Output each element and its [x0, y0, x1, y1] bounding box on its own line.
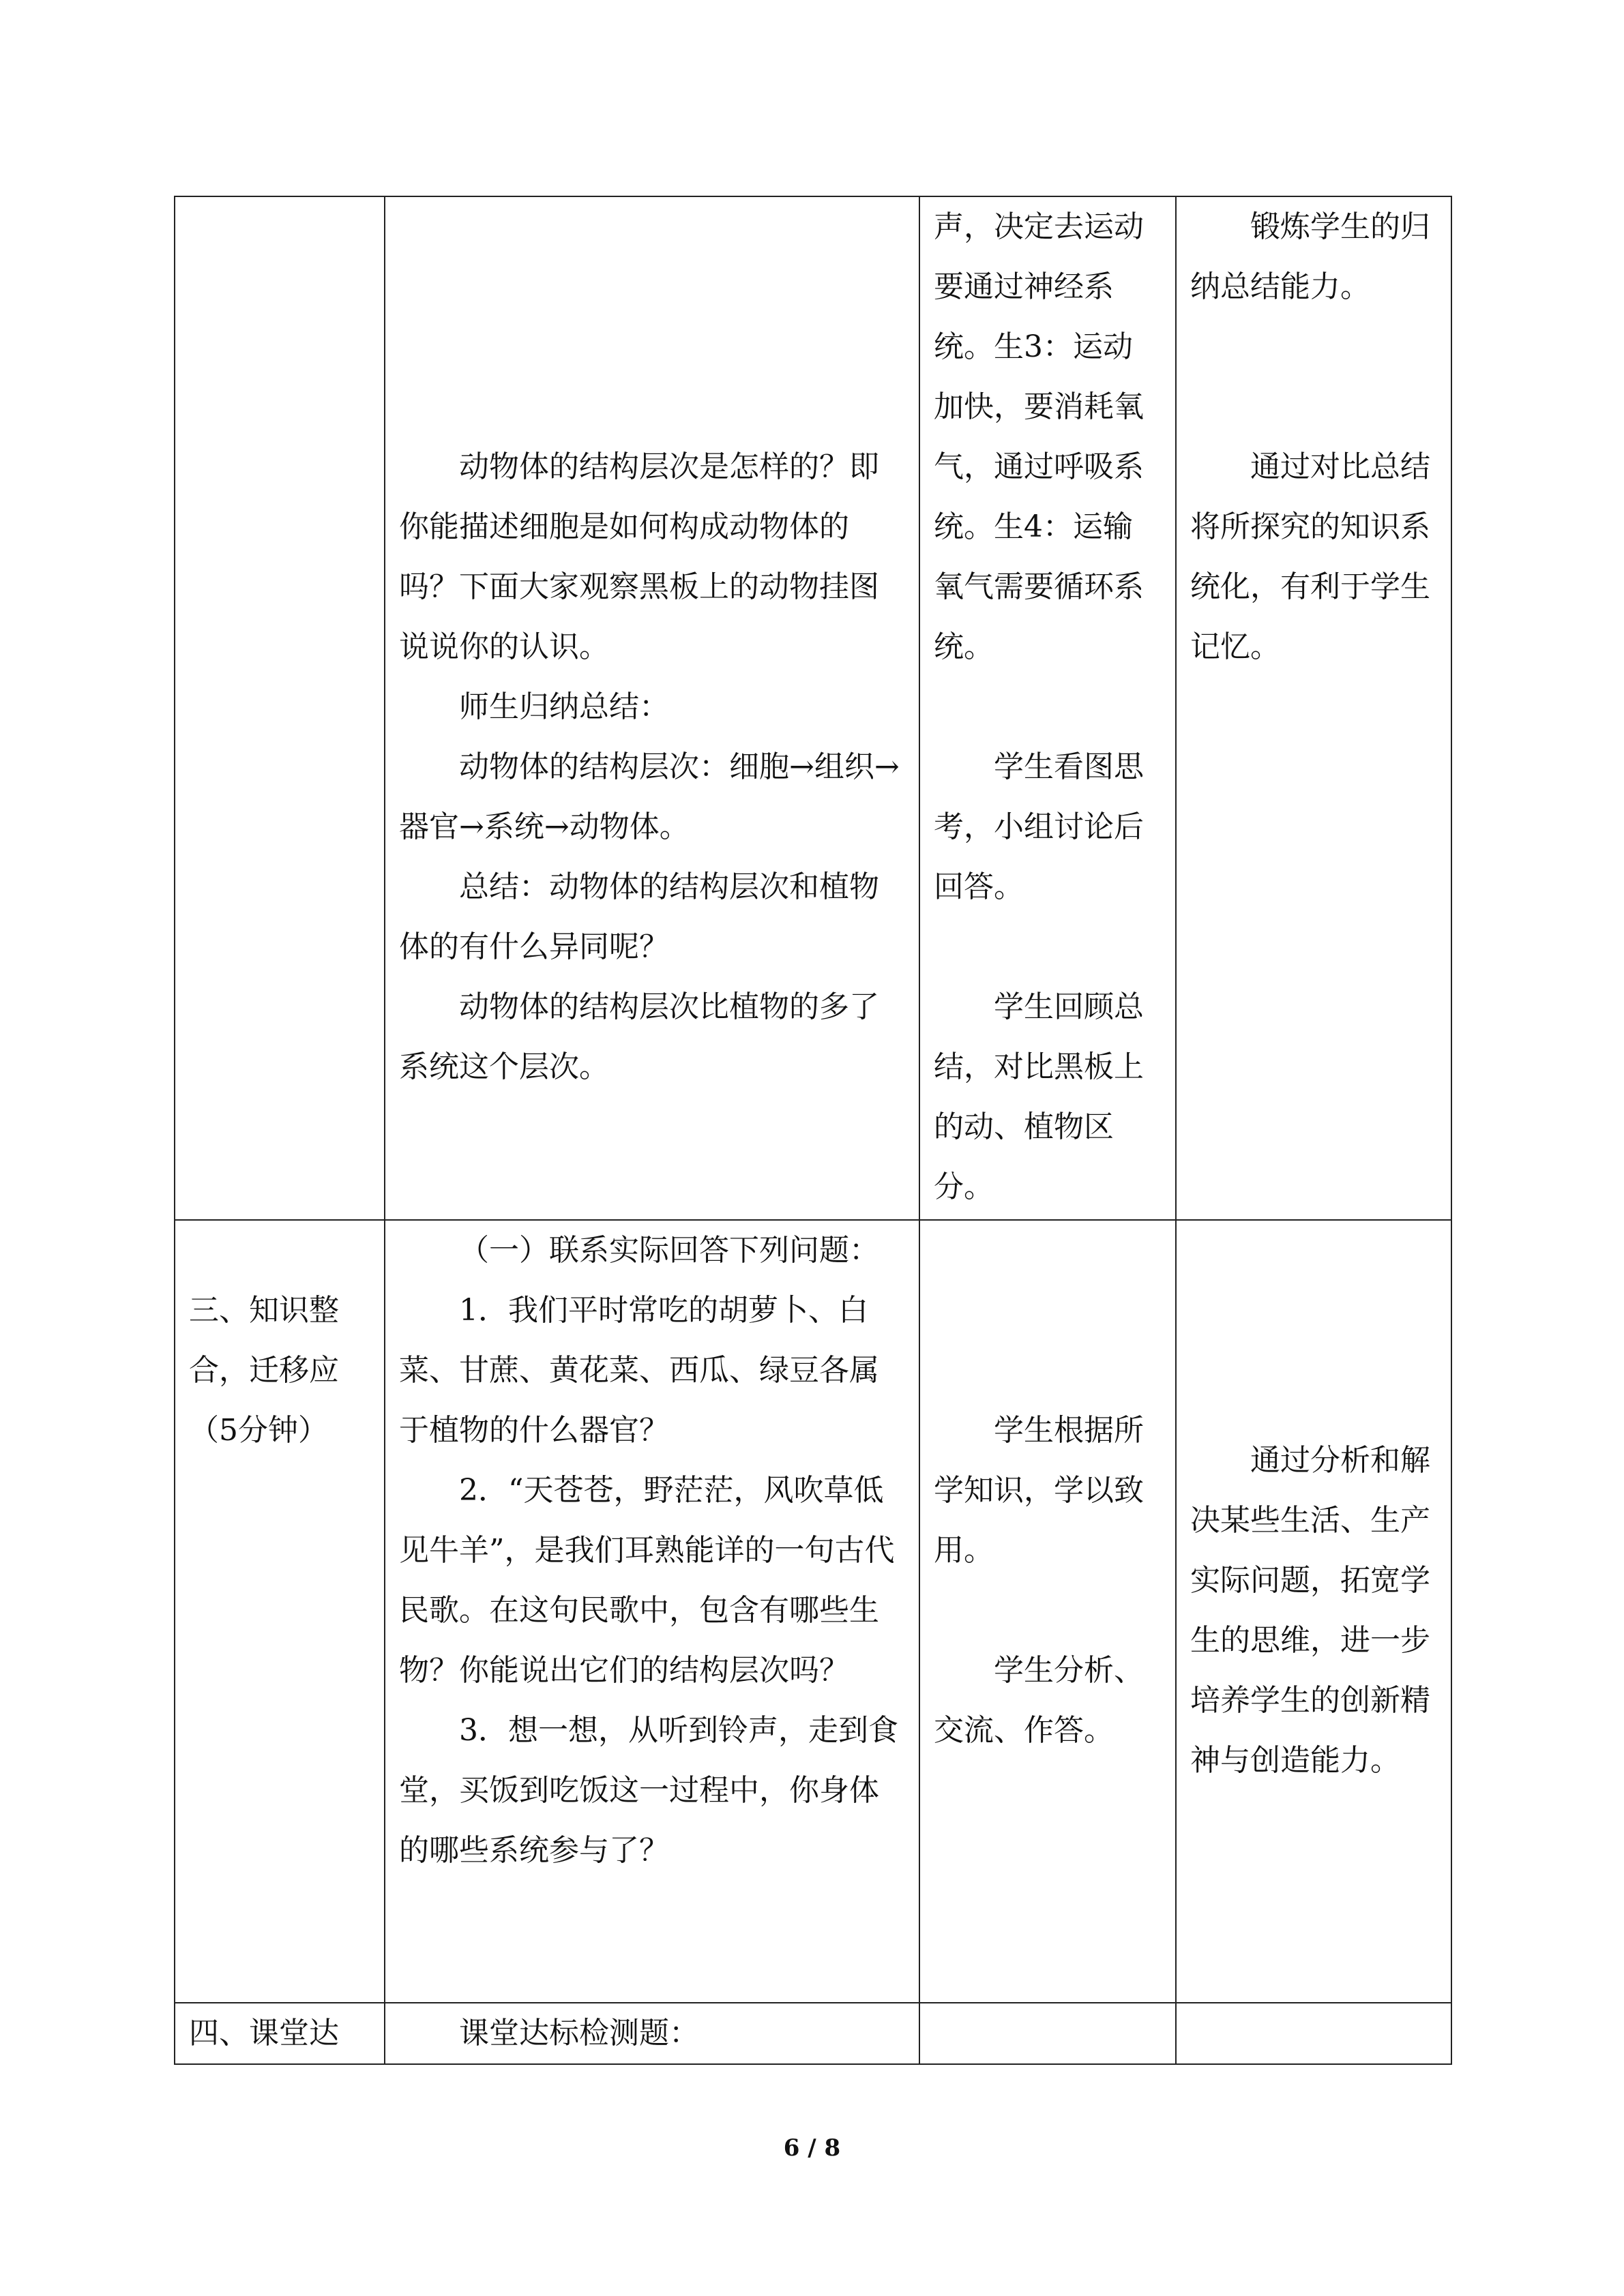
student-activity-cell	[919, 1220, 1176, 2003]
paragraph: 1．我们平时常吃的胡萝卜、白菜、甘蔗、黄花菜、西瓜、绿豆各属于植物的什么器官？	[399, 1293, 879, 1448]
paragraph: 总结：动物体的结构层次和植物体的有什么异同呢？	[399, 869, 879, 964]
design-intent-cell	[1176, 1220, 1451, 2003]
stage-cell	[175, 196, 385, 1220]
stage-label: 三、知识整合，迁移应（5分钟）	[189, 1293, 339, 1448]
paragraph: 声，决定去运动要通过神经系统。生3：运动加快，要消耗氧气，通过呼吸系统。生4：运输氧气需要循环系统。	[934, 209, 1144, 664]
student-activity-cell	[919, 2003, 1176, 2064]
paragraph: 2．“天苍苍，野茫茫，风吹草低见牛羊”，是我们耳熟能详的一句古代民歌。在这句民歌中，包含有哪些生物？你能说出它们的结构层次吗？	[399, 1473, 895, 1688]
paragraph: 通过分析和解决某些生活、生产实际问题，拓宽学生的思维，进一步培养学生的创新精神与创造能力。	[1190, 1443, 1430, 1778]
design-intent-cell	[1176, 2003, 1451, 2064]
paragraph: 学生回顾总结，对比黑板上的动、植物区分。	[934, 989, 1144, 1204]
stage-cell	[175, 1220, 385, 2003]
paragraph: 3．想一想，从听到铃声，走到食堂，买饭到吃饭这一过程中，你身体的哪些系统参与了？	[399, 1713, 898, 1868]
design-intent-cell	[1176, 196, 1451, 1220]
paragraph: 学生分析、交流、作答。	[934, 1653, 1144, 1748]
teacher-activity-cell	[385, 196, 919, 1220]
paragraph: 动物体的结构层次是怎样的？即你能描述细胞是如何构成动物体的吗？下面大家观察黑板上的动物挂图说说你的认识。	[399, 449, 879, 664]
table-row	[175, 1220, 1451, 2003]
paragraph: （一）联系实际回答下列问题：	[459, 1233, 879, 1268]
table-row	[175, 196, 1451, 1220]
stage-cell: 四、课堂达	[175, 2003, 385, 2064]
table-row	[175, 2003, 1451, 2064]
teacher-activity-cell: 课堂达标检测题：	[385, 2003, 919, 2064]
page-number: 6 / 8	[783, 2134, 841, 2162]
paragraph: 师生归纳总结：	[459, 689, 669, 724]
paragraph: 锻炼学生的归纳总结能力。	[1190, 209, 1430, 304]
paragraph: 动物体的结构层次：细胞→组织→器官→系统→动物体。	[399, 749, 900, 844]
lesson-plan-table	[174, 196, 1452, 2065]
paragraph: 动物体的结构层次比植物的多了系统这个层次。	[399, 989, 879, 1084]
paragraph: 学生看图思考，小组讨论后回答。	[934, 749, 1144, 904]
student-activity-cell	[919, 196, 1176, 1220]
paragraph: 通过对比总结将所探究的知识系统化，有利于学生记忆。	[1190, 449, 1430, 664]
paragraph: 学生根据所学知识，学以致用。	[934, 1413, 1144, 1568]
teacher-activity-cell	[385, 1220, 919, 2003]
